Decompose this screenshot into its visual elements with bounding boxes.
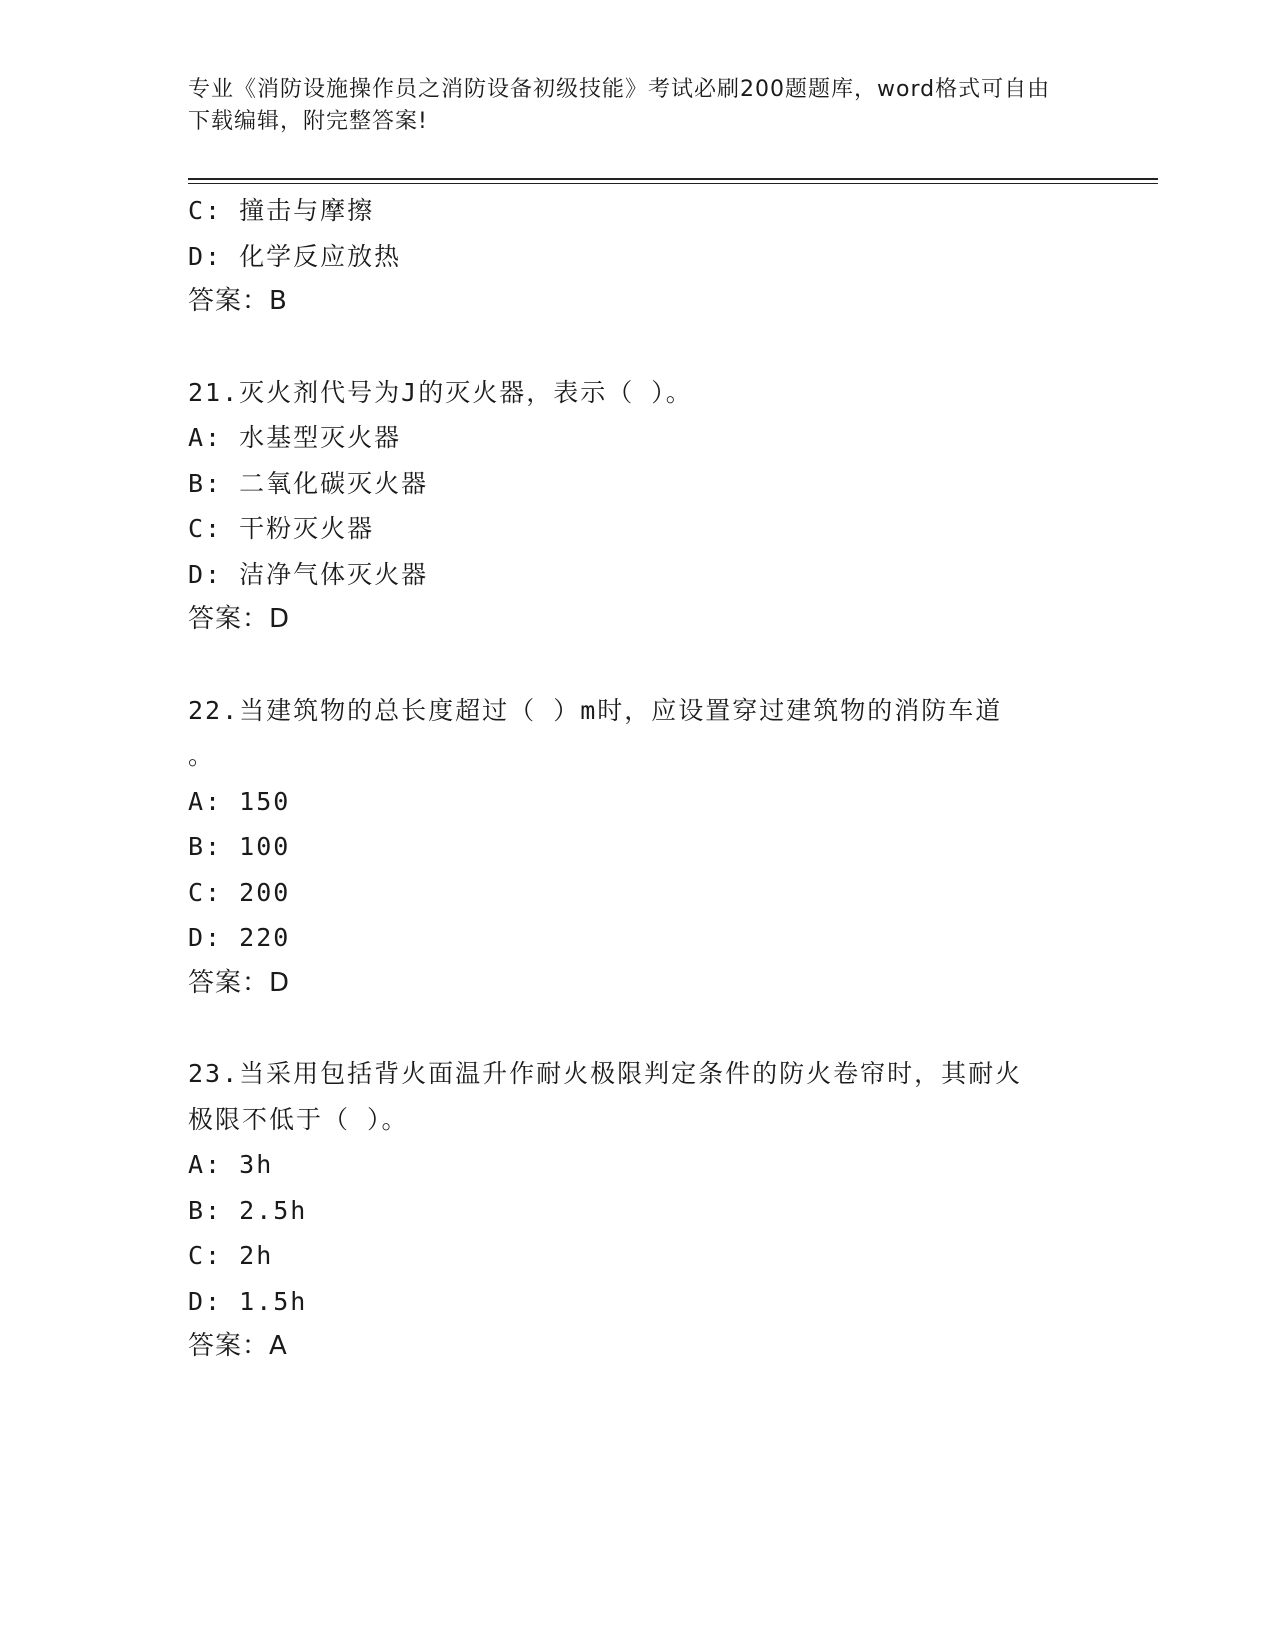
header-divider-thin [188,183,1158,184]
question-21 [188,370,1088,643]
option-a: A: 3h [188,1150,274,1179]
option-c: C: 2h [188,1241,274,1270]
answer-line: 答案：A [188,1331,288,1361]
option-d: D: 220 [188,923,291,952]
answer-line: 答案：B [188,286,288,316]
option-c: C: 干粉灭火器 [188,514,375,543]
answer-line: 答案：D [188,604,291,634]
question-stem: 21.灭火剂代号为J的灭火器，表示（ ）。 [188,377,693,407]
option-d: D: 化学反应放热 [188,241,402,271]
option-d: D: 洁净气体灭火器 [188,559,429,589]
continued-question [188,188,1088,325]
option-a: A: 水基型灭火器 [188,423,402,452]
option-a: A: 150 [188,786,291,816]
option-b: B: 100 [188,832,291,861]
option-b: B: 二氧化碳灭火器 [188,468,429,498]
option-c: C: 撞击与摩擦 [188,196,375,225]
option-d: D: 1.5h [188,1286,308,1316]
question-stem: 22.当建筑物的总长度超过（ ）m时，应设置穿过建筑物的消防车道 [188,695,1003,725]
answer-line: 答案：D [188,967,291,998]
header-title: 专业《消防设施操作员之消防设备初级技能》考试必刷200题题库，word格式可自由下载编辑，附完整答案! [188,77,1051,134]
question-23 [188,1051,1088,1370]
question-stem: 23.当采用包括背火面温升作耐火极限判定条件的防火卷帘时，其耐火 [188,1059,1023,1088]
question-list [188,188,1088,1370]
option-c: C: 200 [188,877,291,907]
question-22 [188,688,1088,1007]
question-stem-continued: 。 [188,741,216,770]
document-header [188,74,1068,138]
header-divider-thick [188,178,1158,180]
question-stem-continued: 极限不低于（ ）。 [188,1104,409,1134]
option-b: B: 2.5h [188,1195,308,1225]
